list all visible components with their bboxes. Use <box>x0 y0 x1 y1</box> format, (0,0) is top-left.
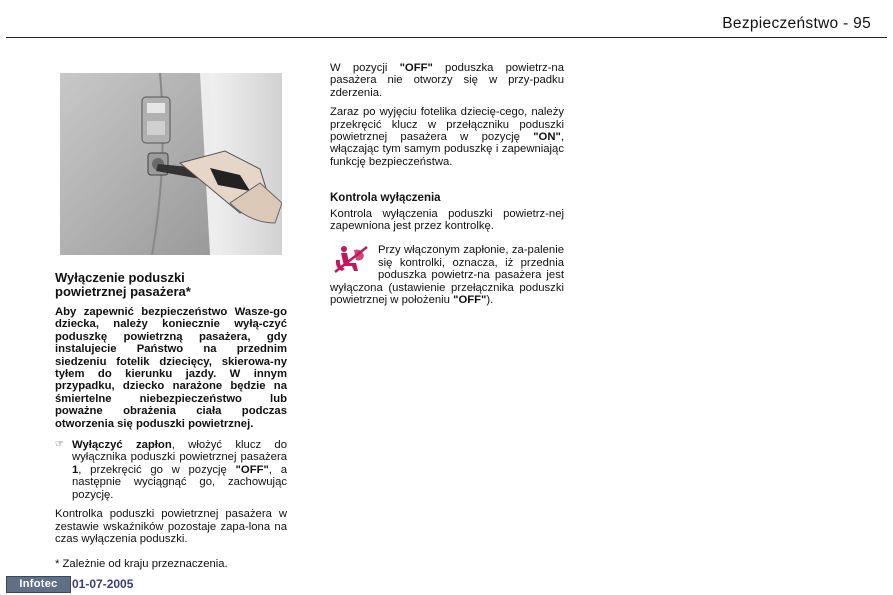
warning-lamp-paragraph: Kontrolka poduszki powietrznej pasażera w zestawie wskaźników pozostaje zapa-lona na czas wyłączenia poduszki. <box>55 508 287 545</box>
control-paragraph: Kontrola wyłączenia poduszki powietrz-nej zapewniona jest przez kontrolkę. <box>330 207 564 233</box>
reactivate-paragraph <box>330 106 564 168</box>
off-position-paragraph <box>330 62 564 99</box>
key-switch-drawing <box>60 73 282 255</box>
section-title-line2: powietrznej pasażera* <box>55 284 191 299</box>
p4-text-a: Przy włączonym zapłonie, za-palenie się kontrolki, oznacza, iż przednia poduszka powietrz-na pasażera jest wyłączona (ustawienie przełącznika poduszki powietrznej w położeniu <box>330 244 564 307</box>
footnote: * Zależnie od kraju przeznaczenia. <box>55 558 228 570</box>
right-column <box>330 62 564 307</box>
p1-bold-off: "OFF" <box>399 62 433 74</box>
p1-text-c: poduszka powietrz-na pasażera nie otworzy się w przy-padku zderzenia. <box>330 62 564 99</box>
header-rule <box>6 37 887 38</box>
airbag-switch-illustration <box>60 73 282 255</box>
lamp-paragraph <box>330 244 564 306</box>
instruction-bullet <box>55 439 287 501</box>
section-title-line1: Wyłączenie poduszki <box>55 270 185 285</box>
airbag-off-warning-icon <box>332 244 370 274</box>
bullet-text-3: , a następnie wyciągnąć go, zachowując pozycję. <box>72 463 288 501</box>
bullet-bold-number: 1 <box>72 463 79 476</box>
p2-text-c: , włączając tym samym poduszkę i zapewniając funkcję bezpieczeństwa. <box>330 131 564 168</box>
p2-bold-on: "ON" <box>533 131 561 144</box>
subsection-title: Kontrola wyłączenia <box>330 192 441 205</box>
child-seat-warning: Aby zapewnić bezpieczeństwo Wasze-go dziecka, należy koniecznie wyłą-czyć poduszkę powietrzną pasażera, gdy instalujecie Państwo na przednim siedzeniu fotelik dziecięcy, skierowa-ny tyłem do kierunku jazdy. W innym przypadku, dziecko narażone będzie na śmiertelne niebezpieczeństwo lub poważne obrażenia ciała podczas otworzenia się poduszki powietrznej. <box>55 306 287 430</box>
p4-bold-off: "OFF" <box>453 294 487 307</box>
page-header-title: Bezpieczeństwo - 95 <box>722 15 871 32</box>
footer-date: 01-07-2005 <box>72 577 134 591</box>
bullet-text-2: , przekręcić go w pozycję <box>78 463 236 476</box>
bullet-text-1: , włożyć klucz do wyłącznika poduszki powietrznej pasażera <box>72 439 287 464</box>
left-column <box>55 271 287 545</box>
infotec-logo: Infotec <box>6 576 71 593</box>
p2-text-a: Zaraz po wyjęciu fotelika dziecię-cego, należy przekręcić klucz w przełączniku poduszki powietrznej pasażera w pozycję <box>330 106 564 144</box>
p4-text-c: ). <box>486 294 494 307</box>
bullet-bold-off: "OFF" <box>235 463 269 476</box>
bullet-bold-lead: Wyłączyć zapłon <box>72 439 172 452</box>
pointing-hand-icon: ☞ <box>55 439 64 451</box>
p1-text-a: W pozycji <box>330 62 400 74</box>
section-title <box>55 271 287 299</box>
